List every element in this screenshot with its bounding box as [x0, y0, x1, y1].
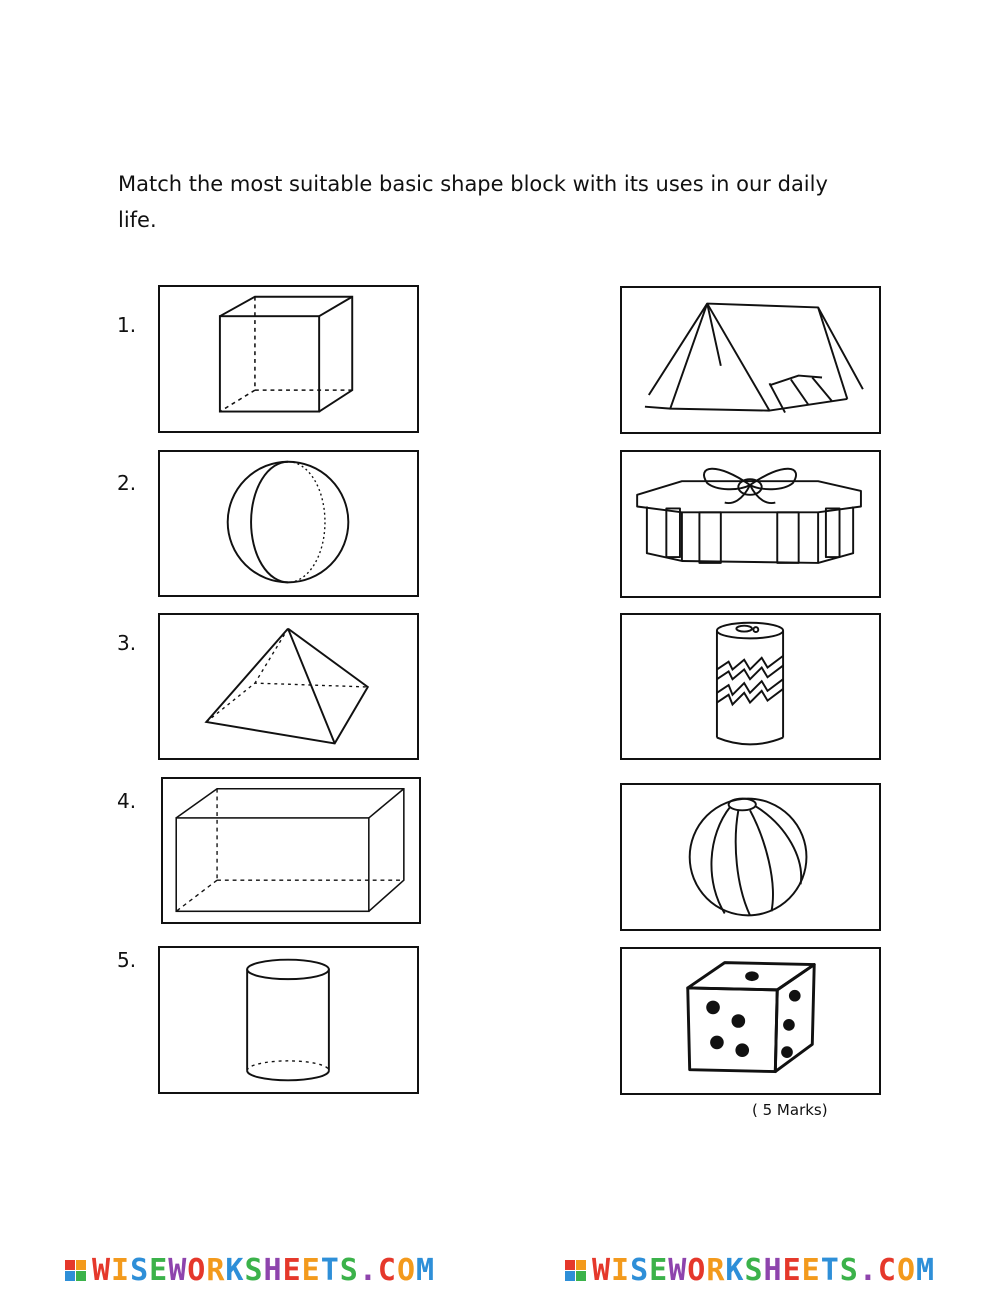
shape-box-2[interactable]	[158, 450, 419, 597]
brand-tiles-icon	[65, 1260, 86, 1281]
item-number-2: 2.	[117, 471, 137, 495]
instructions-text: Match the most suitable basic shape block with its uses in our daily life.	[118, 172, 828, 232]
object-box-gift[interactable]	[620, 450, 881, 598]
brand-logo-2	[565, 1253, 935, 1288]
item-number-5: 5.	[117, 948, 137, 972]
brand-logo-1	[65, 1253, 435, 1288]
pyramid-icon	[160, 615, 417, 758]
soda-can-icon	[622, 615, 879, 758]
item-number-3: 3.	[117, 631, 137, 655]
shape-box-4[interactable]	[161, 777, 421, 924]
sphere-icon	[160, 452, 417, 595]
marks-label: ( 5 Marks)	[752, 1101, 828, 1119]
tent-icon	[622, 288, 879, 432]
dice-icon	[622, 949, 879, 1093]
item-number-1: 1.	[117, 313, 137, 337]
beach-ball-icon	[622, 785, 879, 929]
shape-box-1[interactable]	[158, 285, 419, 433]
shape-box-5[interactable]	[158, 946, 419, 1094]
gift-box-icon	[622, 452, 879, 596]
object-box-tent[interactable]	[620, 286, 881, 434]
item-number-4: 4.	[117, 789, 137, 813]
brand-text: WISEWORKSHEETS.COM	[591, 1253, 936, 1288]
brand-text: WISEWORKSHEETS.COM	[91, 1253, 436, 1288]
object-box-dice[interactable]	[620, 947, 881, 1095]
cylinder-icon	[160, 948, 417, 1092]
footer-watermark	[0, 1250, 1000, 1291]
cuboid-icon	[163, 779, 419, 922]
cube-icon	[160, 287, 417, 431]
shape-box-3[interactable]	[158, 613, 419, 760]
brand-tiles-icon	[565, 1260, 586, 1281]
object-box-can[interactable]	[620, 613, 881, 760]
object-box-ball[interactable]	[620, 783, 881, 931]
